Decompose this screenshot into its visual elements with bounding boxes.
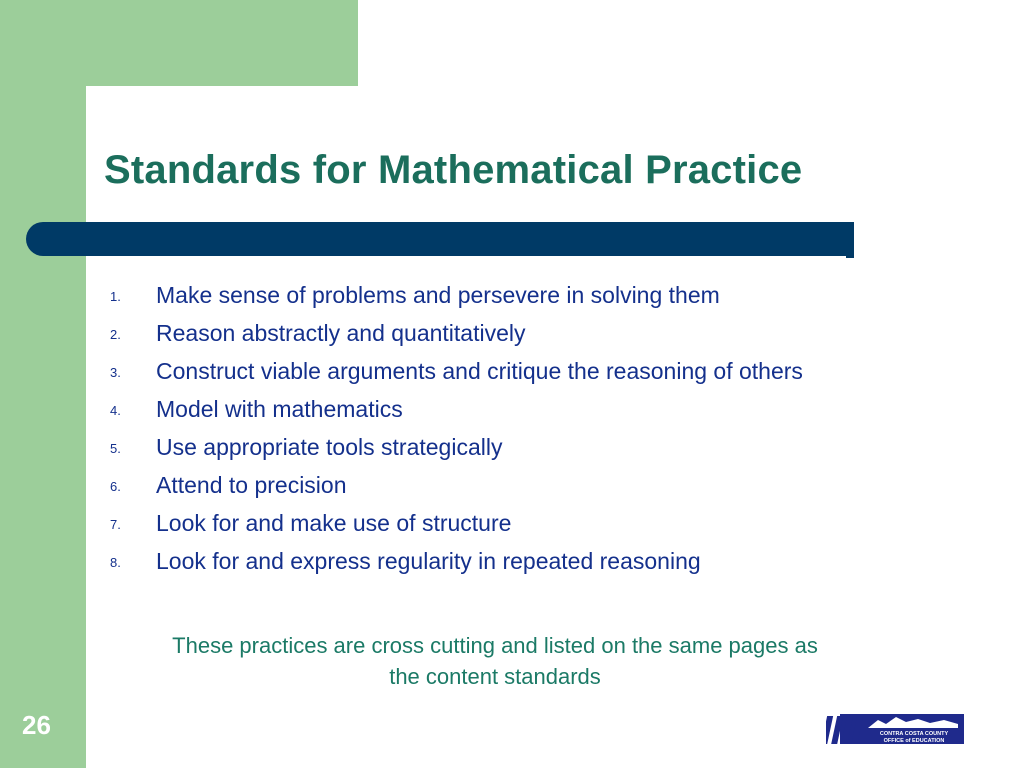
list-item-number: 8.	[110, 555, 121, 570]
contra-costa-county-office-of-education-logo	[826, 712, 966, 748]
slide-title: Standards for Mathematical Practice	[104, 148, 803, 192]
list-item-text: Look for and make use of structure	[156, 510, 512, 536]
list-item	[110, 394, 900, 426]
list-item-number: 1.	[110, 289, 121, 304]
list-item-text: Attend to precision	[156, 472, 347, 498]
logo-line1: CONTRA COSTA COUNTY	[879, 731, 949, 737]
list-item-text: Construct viable arguments and critique the reasoning of others	[156, 358, 803, 384]
green-top-band	[86, 0, 358, 86]
page-number: 26	[22, 710, 51, 740]
list-item	[110, 508, 900, 540]
list-item	[110, 280, 900, 312]
title-underline-bar	[26, 222, 852, 256]
list-item-number: 4.	[110, 403, 121, 418]
list-item-text: Look for and express regularity in repeated reasoning	[156, 548, 701, 574]
list-item-number: 5.	[110, 441, 121, 456]
logo-line2: OFFICE of EDUCATION	[883, 738, 945, 744]
list-item	[110, 470, 900, 502]
footnote-text: These practices are cross cutting and listed on the same pages as the content standards	[172, 633, 818, 689]
green-sidebar	[0, 0, 86, 768]
list-item-text: Reason abstractly and quantitatively	[156, 320, 526, 346]
list-item	[110, 356, 900, 388]
practices-list	[110, 280, 900, 584]
list-item-text: Make sense of problems and persevere in solving them	[156, 282, 720, 308]
list-item-number: 7.	[110, 517, 121, 532]
list-item-number: 6.	[110, 479, 121, 494]
list-item-number: 2.	[110, 327, 121, 342]
list-item-text: Use appropriate tools strategically	[156, 434, 503, 460]
list-item-text: Model with mathematics	[156, 396, 403, 422]
list-item-number: 3.	[110, 365, 121, 380]
list-item	[110, 432, 900, 464]
list-item	[110, 318, 900, 350]
title-underline-bar-end	[846, 222, 854, 258]
list-item	[110, 546, 900, 578]
